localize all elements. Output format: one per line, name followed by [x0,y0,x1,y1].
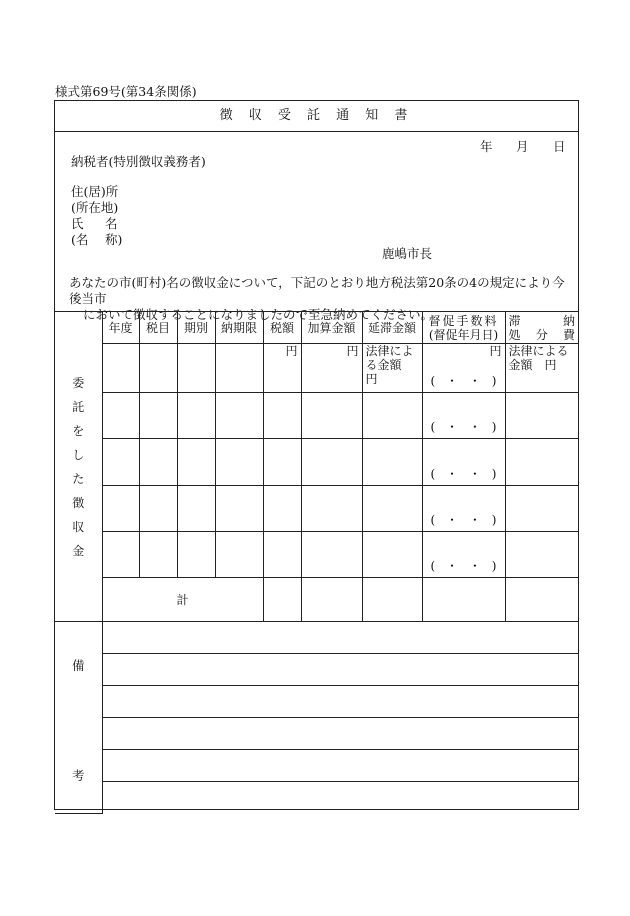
remarks-line [102,718,578,750]
date-month-label: 月 [516,139,529,154]
cell-delinquency: 法律によ る金額 円 [362,344,422,393]
header-year: 年度 [102,312,139,344]
date-day-label: 日 [553,139,566,154]
total-tax-amount [263,578,301,622]
total-additional [301,578,362,622]
header-additional: 加算金額 [301,312,362,344]
cell-due-date [215,344,263,393]
taxpayer-label: 納税者(特別徴収義務者) [71,154,206,169]
table-row [55,439,578,486]
name-label-b: 名 [105,216,118,231]
notice-body-line2: において徴収することになりましたので至急納めてください。 [83,307,434,322]
cell-fee: ( ・ ・ ) [422,439,505,486]
header-period: 期別 [177,312,215,344]
cell-period [177,344,215,393]
notice-form [54,100,579,810]
remarks-row [55,654,578,686]
remarks-label: 備 考 [55,622,102,814]
remarks-row [55,782,578,814]
table-header-row [55,312,578,344]
issuer-name: 鹿嶋市長 [382,246,433,261]
header-fee-line2: (督促年月日) [428,327,499,342]
remarks-table [55,621,578,814]
cell-year [102,344,139,393]
table-row [55,344,578,393]
total-label: 計 [102,578,263,622]
cell-tax-item [139,344,177,393]
header-due-date: 納期限 [215,312,263,344]
address-label: 住(居)所 [71,184,119,199]
header-fee-line1: 督促手数料 [428,313,499,328]
remarks-row [55,718,578,750]
form-title: 徴 収 受 託 通 知 書 [55,101,578,132]
total-fee [422,578,505,622]
corp-name-label-a: (名 [71,232,89,247]
table-row [55,532,578,578]
remarks-line [102,686,578,718]
cell-additional: 円 [301,344,362,393]
remarks-row [55,622,578,654]
notice-body-line1: あなたの市(町村)名の徴収金について，下記のとおり地方税法第20条の4の規定により今後当市 [69,275,565,306]
cell-fee: ( ・ ・ ) [422,393,505,439]
cell-fee: ( ・ ・ ) [422,486,505,532]
form-number: 様式第69号(第34条関係) [55,84,197,99]
name-label-a: 氏 [71,216,84,231]
corp-name-label-b: 称) [105,232,123,247]
table-total-row [55,578,578,622]
table-row [55,486,578,532]
side-label: 委 託 を し た 徴 収 金 [55,312,102,622]
header-tax-amount: 税額 [263,312,301,344]
remarks-row [55,686,578,718]
header-fee [422,312,505,344]
cell-disposal: 法律による 金額 円 [505,344,578,393]
header-disposal: 滞 納 処 分 費 [505,312,578,344]
cell-fee: 円 ( ・ ・ ) [422,344,505,393]
total-disposal [505,578,578,622]
header-delinquency: 延滞金額 [362,312,422,344]
total-delinquency [362,578,422,622]
entrusted-collection-table [55,311,578,622]
remarks-row [55,750,578,782]
remarks-line [102,622,578,654]
remarks-line [102,782,578,814]
header-tax-item: 税目 [139,312,177,344]
remarks-line [102,750,578,782]
cell-fee: ( ・ ・ ) [422,532,505,578]
location-label: (所在地) [71,200,119,215]
cell-tax-amount: 円 [263,344,301,393]
table-row [55,393,578,439]
remarks-line [102,654,578,686]
date-year-label: 年 [480,139,493,154]
